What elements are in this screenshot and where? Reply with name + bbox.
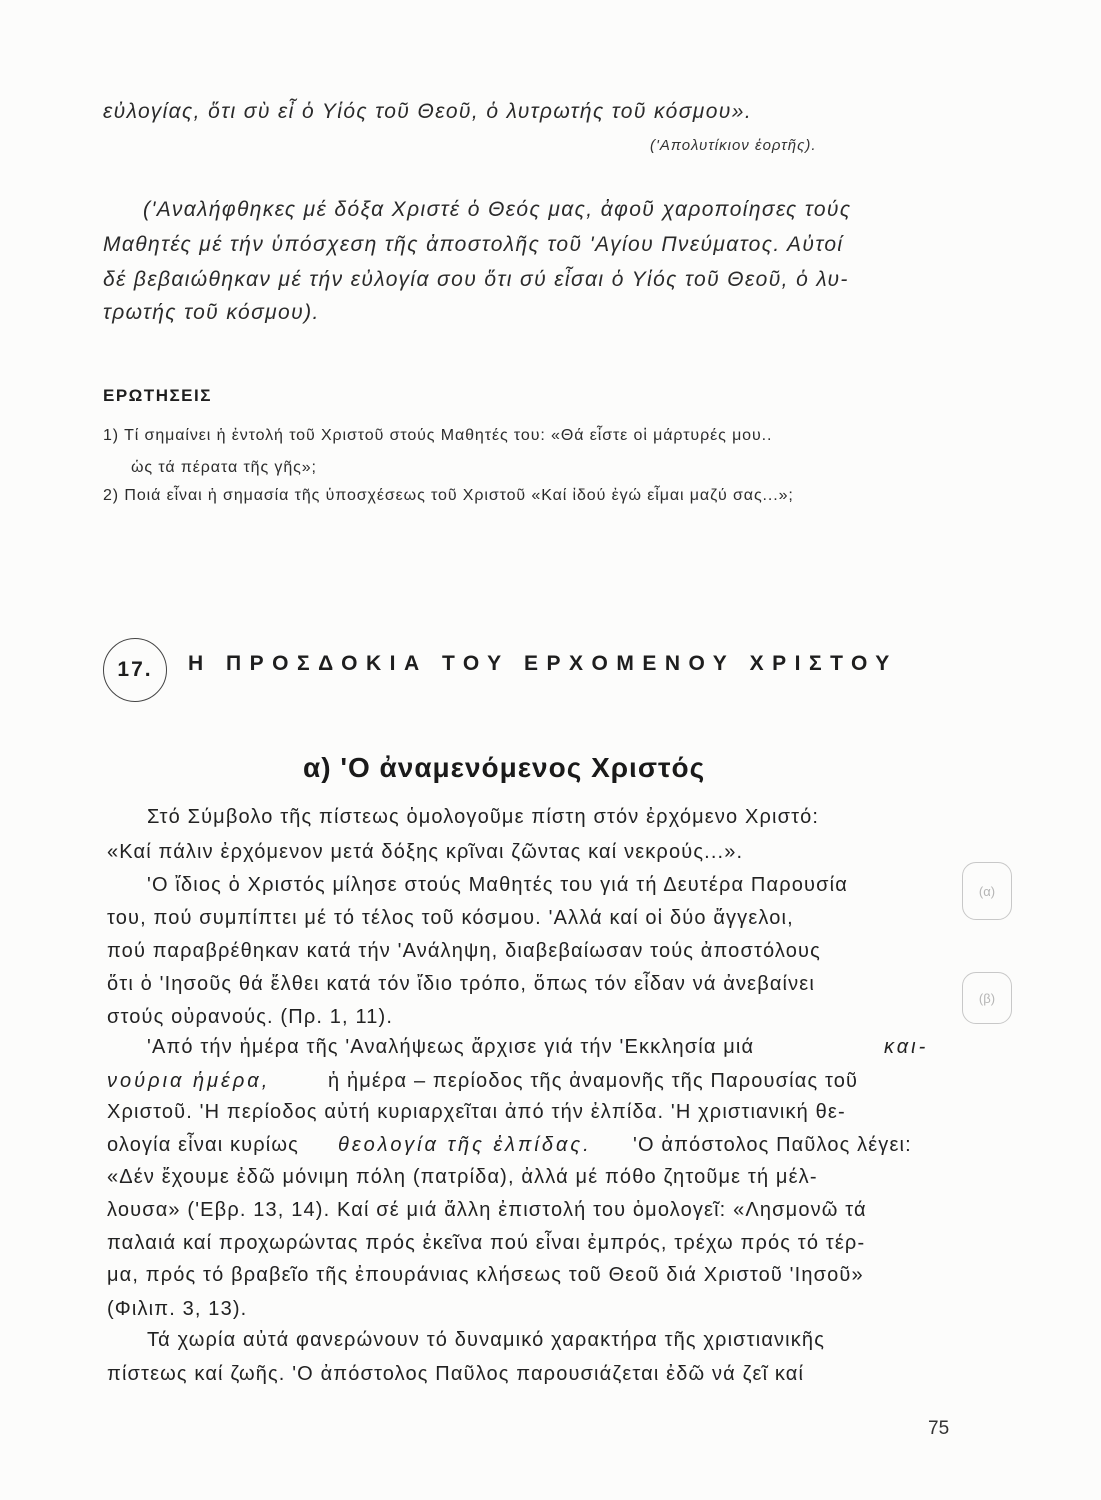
body-line: Τά χωρία αὐτά φανερώνουν τό δυναμικό χαρακτήρα τῆς χριστιανικῆς xyxy=(147,1329,825,1351)
body-line: «Δέν ἔχουμε ἐδῶ μόνιμη πόλη (πατρίδα), ἀλλά μέ πόθο ζητοῦμε τή μέλ- xyxy=(107,1166,818,1188)
body-line: Χριστοῦ. 'Η περίοδος αὐτή κυριαρχεῖται ἀπό τήν ἐλπίδα. 'Η χριστιανική θε- xyxy=(107,1101,846,1123)
section-title: α) 'Ο ἀναμενόμενος Χριστός xyxy=(303,752,706,783)
body-line: μα, πρός τό βραβεῖο τῆς ἐπουράνιας κλήσεως τοῦ Θεοῦ διά Χριστοῦ 'Ιησοῦ» xyxy=(107,1264,864,1286)
translation-line: ('Αναλήφθηκες μέ δόξα Χριστέ ὁ Θεός μας, ἀφοῦ χαροποίησες τούς xyxy=(143,198,852,221)
body-line-emphasis: νούρια ἡμέρα, xyxy=(107,1070,271,1092)
quote-source: ('Απολυτίκιον ἑορτῆς). xyxy=(650,137,817,154)
translation-line: Μαθητές μέ τήν ὑπόσχεση τῆς ἀποστολῆς τοῦ 'Αγίου Πνεύματος. Αὐτοί xyxy=(103,233,844,256)
body-line: ολογία εἶναι κυρίως xyxy=(107,1134,299,1156)
body-line: 'Ο ἀπόστολος Παῦλος λέγει: xyxy=(633,1134,912,1156)
body-line: 'Από τήν ἡμέρα τῆς 'Αναλήψεως ἄρχισε γιά τήν 'Εκκλησία μιά xyxy=(147,1036,755,1058)
body-line: Στό Σύμβολο τῆς πίστεως ὁμολογοῦμε πίστη στόν ἐρχόμενο Χριστό: xyxy=(147,806,820,828)
question-1-cont: ὡς τά πέρατα τῆς γῆς»; xyxy=(131,459,317,476)
quote-line: εὐλογίας, ὅτι σὺ εἶ ὁ Υἱός τοῦ Θεοῦ, ὁ λυτρωτής τοῦ κόσμου». xyxy=(103,100,753,123)
body-line: του, πού συμπίπτει μέ τό τέλος τοῦ κόσμου. 'Αλλά καί οἱ δύο ἄγγελοι, xyxy=(107,907,794,929)
body-line: «Καί πάλιν ἐρχόμενον μετά δόξης κρῖναι ζῶντας καί νεκρούς...». xyxy=(107,841,744,863)
question-2: 2) Ποιά εἶναι ἡ σημασία τῆς ὑποσχέσεως τοῦ Χριστοῦ «Καί ἰδού ἐγώ εἶμαι μαζύ σας...»; xyxy=(103,487,794,504)
body-line: στούς οὐρανούς. (Πρ. 1, 11). xyxy=(107,1006,394,1028)
translation-line: δέ βεβαιώθηκαν μέ τήν εὐλογία σου ὅτι σύ εἶσαι ὁ Υἱός τοῦ Θεοῦ, ὁ λυ- xyxy=(103,268,849,291)
body-line: πίστεως καί ζωῆς. 'Ο ἀπόστολος Παῦλος παρουσιάζεται ἐδῶ νά ζεῖ καί xyxy=(107,1363,805,1385)
translation-line: τρωτής τοῦ κόσμου). xyxy=(103,301,320,324)
body-line: (Φιλιπ. 3, 13). xyxy=(107,1298,248,1320)
chapter-number: 17. xyxy=(103,638,167,702)
body-line: ὅτι ὁ 'Ιησοῦς θά ἔλθει κατά τόν ἴδιο τρόπο, ὅπως τόν εἶδαν νά ἀνεβαίνει xyxy=(107,973,815,995)
margin-note-a: (α) xyxy=(962,862,1012,920)
body-line: παλαιά καί προχωρώντας πρός ἐκεῖνα πού εἶναι ἐμπρός, τρέχω πρός τό τέρ- xyxy=(107,1232,866,1254)
chapter-title: Η ΠΡΟΣΔΟΚΙΑ ΤΟΥ ΕΡΧΟΜΕΝΟΥ ΧΡΙΣΤΟΥ xyxy=(188,652,898,675)
body-line: πού παραβρέθηκαν κατά τήν 'Ανάληψη, διαβεβαίωσαν τούς ἀποστόλους xyxy=(107,940,821,962)
body-line-emphasis: θεολογία τῆς ἐλπίδας. xyxy=(338,1134,592,1156)
body-line: λουσα» ('Εβρ. 13, 14). Καί σέ μιά ἄλλη ἐπιστολή του ὁμολογεῖ: «Λησμονῶ τά xyxy=(107,1199,867,1221)
margin-note-b: (β) xyxy=(962,972,1012,1024)
body-line: 'Ο ἴδιος ὁ Χριστός μίλησε στούς Μαθητές του γιά τή Δευτέρα Παρουσία xyxy=(147,874,848,896)
body-line-emphasis: και- xyxy=(884,1036,929,1058)
page-number: 75 xyxy=(928,1418,950,1439)
body-line: ἡ ἡμέρα – περίοδος τῆς ἀναμονῆς τῆς Παρουσίας τοῦ xyxy=(328,1070,859,1092)
questions-heading: ΕΡΩΤΗΣΕΙΣ xyxy=(103,386,212,405)
question-1: 1) Τί σημαίνει ἡ ἐντολή τοῦ Χριστοῦ στούς Μαθητές του: «Θά εἶστε οἱ μάρτυρές μου.. xyxy=(103,427,773,444)
